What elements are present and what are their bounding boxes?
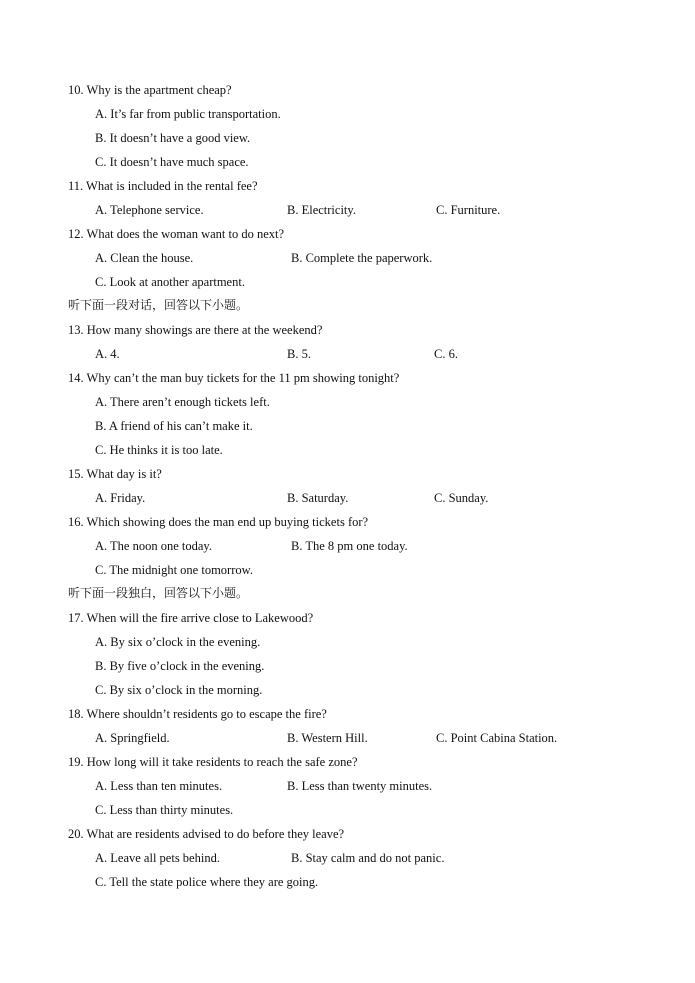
question-15-stem: 15. What day is it? (68, 467, 162, 481)
question-13-option-b: B. 5. (287, 347, 311, 361)
question-11-option-b: B. Electricity. (287, 203, 356, 217)
question-15-option-b: B. Saturday. (287, 491, 349, 505)
section-heading-dialogue: 听下面一段对话，回答以下小题。 (68, 298, 249, 312)
question-17-option-c: C. By six o’clock in the morning. (95, 683, 263, 697)
question-19-option-a: A. Less than ten minutes. (95, 779, 223, 793)
question-16-option-a: A. The noon one today. (95, 539, 212, 553)
question-10-option-b: B. It doesn’t have a good view. (95, 131, 251, 145)
question-12-option-c: C. Look at another apartment. (95, 275, 245, 289)
question-13-stem: 13. How many showings are there at the weekend? (68, 323, 323, 337)
question-15-option-a: A. Friday. (95, 491, 146, 505)
question-10-option-c: C. It doesn’t have much space. (95, 155, 249, 169)
question-18-option-a: A. Springfield. (95, 731, 170, 745)
question-14-stem: 14. Why can’t the man buy tickets for the 11 pm showing tonight? (68, 371, 400, 385)
question-13-option-a: A. 4. (95, 347, 120, 361)
question-18-option-b: B. Western Hill. (287, 731, 368, 745)
question-14-option-b: B. A friend of his can’t make it. (95, 419, 253, 433)
question-16-option-b: B. The 8 pm one today. (291, 539, 408, 553)
question-19-option-b: B. Less than twenty minutes. (287, 779, 433, 793)
question-16-stem: 16. Which showing does the man end up buying tickets for? (68, 515, 369, 529)
question-20-option-c: C. Tell the state police where they are going. (95, 875, 319, 889)
question-15-option-c: C. Sunday. (434, 491, 489, 505)
question-20-option-a: A. Leave all pets behind. (95, 851, 220, 865)
question-20-stem: 20. What are residents advised to do before they leave? (68, 827, 345, 841)
question-10-option-a: A. It’s far from public transportation. (95, 107, 281, 121)
question-18-option-c: C. Point Cabina Station. (436, 731, 558, 745)
question-17-option-b: B. By five o’clock in the evening. (95, 659, 265, 673)
question-13-option-c: C. 6. (434, 347, 458, 361)
question-14-option-c: C. He thinks it is too late. (95, 443, 223, 457)
question-12-option-a: A. Clean the house. (95, 251, 194, 265)
question-11-option-a: A. Telephone service. (95, 203, 204, 217)
question-12-stem: 12. What does the woman want to do next? (68, 227, 285, 241)
question-20-option-b: B. Stay calm and do not panic. (291, 851, 445, 865)
question-12-option-b: B. Complete the paperwork. (291, 251, 433, 265)
question-11-stem: 11. What is included in the rental fee? (68, 179, 258, 193)
question-17-option-a: A. By six o’clock in the evening. (95, 635, 261, 649)
question-18-stem: 18. Where shouldn’t residents go to escape the fire? (68, 707, 327, 721)
question-17-stem: 17. When will the fire arrive close to Lakewood? (68, 611, 314, 625)
section-heading-monologue: 听下面一段独白，回答以下小题。 (68, 586, 249, 600)
question-16-option-c: C. The midnight one tomorrow. (95, 563, 253, 577)
question-19-option-c: C. Less than thirty minutes. (95, 803, 234, 817)
question-11-option-c: C. Furniture. (436, 203, 501, 217)
question-19-stem: 19. How long will it take residents to reach the safe zone? (68, 755, 358, 769)
question-10-stem: 10. Why is the apartment cheap? (68, 83, 232, 97)
question-14-option-a: A. There aren’t enough tickets left. (95, 395, 270, 409)
